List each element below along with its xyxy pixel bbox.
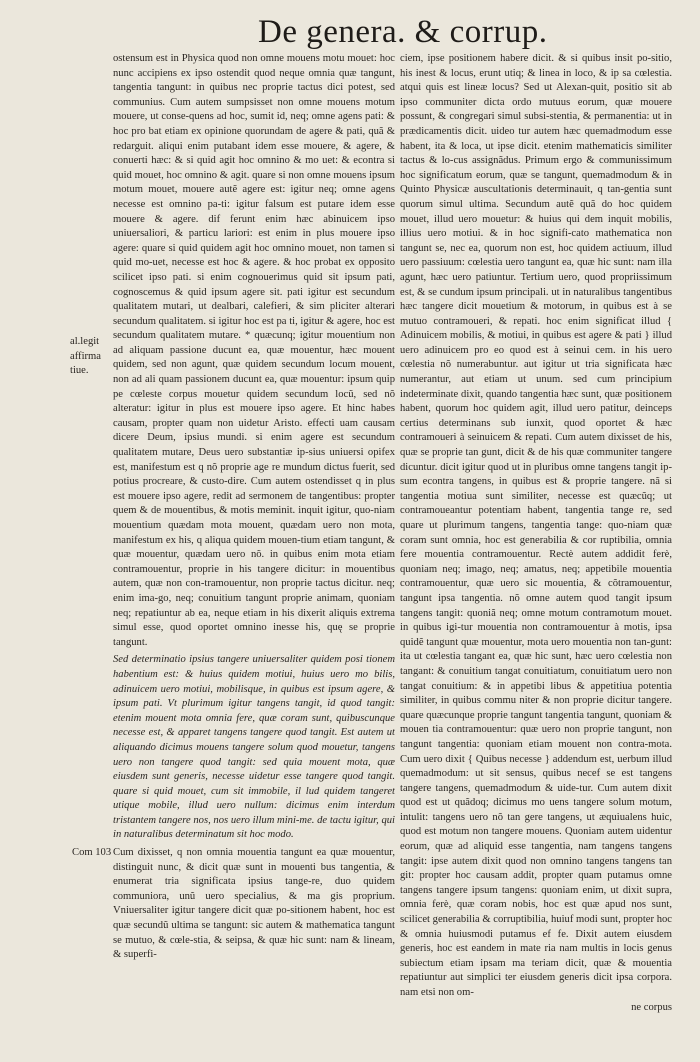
margin-note-affirmative: al.legit affirma tiue. [70,336,101,377]
margin-note-commentary: Com 103 [72,847,112,858]
left-italic-text: Sed determinatio ipsius tangere uniuersaliter quidem posi tionem habentium est: & huius quidem motiui, huius uero mo bilis, adinuicem uero motiui, mobilisque, in quibus est ipsum agere, & ipsum pati. Vt plurimum igitur tangens tangit, id quod tangit: etenim mouent mota omnia fere, quæ coram sunt, quibuscunque necesse est, & apparet tangens tangere quod tangit. Est autem ut aliquando dicimus mouens tangere solum quod mouetur, tangens uero non tangere quod tangit: sed quia mouent mota, quæ eiusdem sunt generis, necesse uidetur esse tangere quod tangit. quare si quid mouet, cum sit immobile, il lud quidem tangeret utique mobile, illud uero nullum: dicimus enim interdum tristantem tangere nos, nos uero illum mini-me. de tactu igitur, qui in naturalibus determinatum sit hoc modo. [113,654,395,841]
running-header: De genera. & corrup. [258,14,548,50]
catchword: ne corpus [631,1001,672,1013]
left-paragraph-2: Cum dixisset, q non omnia mouentia tangunt ea quæ mouentur, distinguit nunc, & dicit quæ sunt in mouenti bus tangentia, & enumerat tria significata ipsius tange-re, duo quidem communiora, unũ uero specialius, & ma gis proprium. Vniuersaliter igitur tangere dicit quæ po-sitionem habent, hoc est quæ secundũ ultima se tangunt: sic autem & mathematica tangunt se mutuo, & cœle-stia, & seipsa, & quæ hic sunt: nam & lineam, & superfi- [113,847,395,961]
right-paragraph-1: ciem, ipse positionem habere dicit. & si quibus insit po-sitio, his inest & locus, erunt utiq; & linea in loco, & ip sa cœlestia. atqui quis est lineæ locus? Sed ut Alexan-quit, positio sit ab ipso communiter dicta ordo mutuus eorum, quæ mouere possunt, & congregari simul subsi-stentia, & permanentia: ut in prædicamentis dicit. uideo tur autem hæc quemadmodum esse habent, ita & loca, ut ipse dicit. etenim mathematicis similiter tactus & lo-cus assignãdus. Primum ergo & communissimum hoc significatum eorum, quæ se tangunt, quemadmodum & in Quinto Physicæ auscultationis determinauit, q tan-gentia sunt quorum simul ultima. Secundum autẽ quã do hoc quidem mouet, illud uero mouetur: & huius qui dem inquit mobilis, illius uero motiui. & in hoc signifi-cato mathematica non tangunt se, nec ea, quorum non est, hoc quidem actiuum, illud uero passiuum: cœlestia uero tangunt ea, quæ hic sunt: nam illa agunt, hæc uero patiuntur. Tertium uero, quod propriissimum est, & se cundum ipsum principali. ut in naturalibus tangentibus hæc tangere dicit mouetium & motorum, in quibus est à se mutuo contramoueri, & repati. hoc enim significat illud { Adinuicem mobilis, & motiui, in quibus est agere & pati } illud uero adinuicem pro eo quod est à seinui cem. in his uero cœlestia nõ numerabuntur. aut igitur ut tria significata hæc numerantur, aut etiam ut unum. sed cum principium indeterminate dixit, quando tangentia hæc sunt, quæ positionem habent, quorum hoc quidem agit, illud uero patitur, deinceps certius determinans sub iunxit, quod oportet & hæc contramoueri à seinuicem & repati. Cum autem dixisset de his, quæ se proprie tan gunt, dicit & de his quæ communiter tangere dicuntur. dicit igitur quod ut in pluribus omne tangens tangit ip-sum econtra tangens, in quibus est & proprie tangere. nã si tangentia motiua sunt similiter, necesse est quæcũq; ut contramoueantur potentiam habent, tangentia tange re, sed quare ut plurimum tangens, tangentia tange: quo-niam quæ coram sunt omnia, hoc est generabilia & cor ruptibilia, omnia fere mouentia contramouentur. Rectè autem addidit ferè, quoniam neq; imago, neq; amatus, neq; appetibile mouentia contramouentur, quæ uero sic mouentia, & cõtramouentur, tangunt ipsa tangentia. nõ omne autem quod tangit ipsum tangens tangit: quoniã neq; omne motum contramotum mouet. in quibus igi-tur mouentia non contramouentur à motis, ipsa quidẽ tangunt quæ mouentur, mota uero mouentia non tan-gunt: ita ut cœlestia tangant ea, quæ hic sunt, hæc uero cœlestia non tangant: & conuitium tangat conuitiatum, conuitiatum uero non tangat conuitium: & in appetibi libus & appetitiua potentia similiter, in quibus commu niter & non proprie dicitur tangere. quare quæcunque proprie tangunt tangentia tangunt, quoniam & mouen tia contramouentur: quæ uero non proprie tangunt, non tangunt tangentia: quoniam etiam mouent non contra-mota. Cum uero dixit { Quibus necesse } addendum est, uerbum illud quemadmodum: ut sit sensus, quibus necef se est tangens tangere tangens, quemadmodum & uide-tur. Cum autem dixit quod est ut quãdoq; dicimus mo uens tangere solum motum, intulit: tangens uero nõ tan gere tangens, ut æquiualens huic, quod est motum non tangere mouens. Quoniam autem uidentur eorum, quæ ad aliquid esse tangentia, nam tangens tangens tangit: ipse autem dixit quod non omnino tangens tangens tan git: propter hoc causam addit, propter quam putamus omne tangens tangere ipsum tangens: quoniam enim, ut dixit supra, omnia ferè, quæ coram nobis, hoc est quæ apud nos sunt, scilicet generabilia & corruptibilia, huiuf modi sunt, propter hoc & omnia huiusmodi putamus ef fe. Dixit autem eiusdem generis, hoc est eandem in mate ria nam multis in locis genus subiectum etiam ipsam ma teriam dicit, quæ & mouentia repatiuntur aut simplici ter eiusdem generis dicit ipsa corpora. nam etsi non om- [400,53,672,998]
left-text-column [113,52,395,1054]
right-text-column [400,52,672,1054]
left-paragraph-1: ostensum est in Physica quod non omne mouens motu mouet: hoc nunc accipiens ex ipso ostendit quod neque omnia quæ tangunt, tangentia tangunt: in quibus nec proprie tactus dici potest, sed communius. Cum autem sumpsisset non omne mouens motum mouere, ut conse-quens ad hoc, sumit id, neq; omne agens pati: & hoc pro bat etiam ex opinione quorundam de agere & pati, quã & redarguit. aliqui enim putabant idem esse mouere, & agere, & conuerti hæc: & si quid agit hoc omnino & mo uet: & econtra si quid mouet, hoc omnino & agit. quare si non omne mouens ipsum motum mouet, mouere autẽ agere est: igitur neq; omne agens necesse est omnino pa-ti: igitur falsum est putare idem esse mouere & agere. dif ferunt enim hæc abinuicem ipso uniuersaliori, & particu lariori: est enim in plus mouere ipso agere: quare si quid quidem agit hoc omnino mouet, non tamen si quid mo-uet, necesse est hoc & agere. & hoc probat ex opposito scilicet ipso pati. si enim cognouerimus quid sit ipsum pati, cognoscemus & quid ipsum agere sit. pati igitur est secundum qualitatem mutari, ut dealbari, calefieri, & sim pliciter alterari secundum qualitatem. si igitur hoc est pa ti, igitur & agere, hoc est secundum qualitatem mutare. * quæcunq; igitur mouentium non ad aliquam passione ducunt ea, quæ mouentur, hæc mouent quidem, sed non agunt, quæ quidem secundum locum mouent, non ad ali quam passionem ducunt ea, quæ mouentur: ipsum quip pe cœleste corpus mouetur quidem secundum locũ, sed nõ alteratur: igitur in plus est mouere ipso agere. Et hinc habes causam, propter quam non uidetur Aristo. effecti uam causam dicere Deum, ipsius mundi. si enim agere est secundum qualitatem mutare, Deus uero substantiæ ip-sius uniuersi opifex est, manifestum est q nõ proprie age re mundum dictus fuerit, sed potius procreare, & custo-dire. Cum autem ostendisset q in plus est mouere ipso agere, redit ad sermonem de tangentibus: propter quem & de mouentibus, & motis meminit. inquit igitur, quo-niam mouentium quædam mota mouent, quædam uero non mota, manifestum ex his, q aliqua quidem mouen-tium etiam tangunt, & quæ mouentur, quædam uero nõ. in quibus enim mota etiam contramouentur, proprie in his tangere dicitur: in mouentibus autem, quæ non con-tramouentur, non proprie tactus dicitur. neq; enim ima-go, neq; conuitium tangunt proprie animam, quoniam neq; repatiuntur ab ea, neque etiam in his dixerit aliquis extrema simul esse, quod oportet omnino inesse his, quę se proprie tangunt. [113,53,395,648]
